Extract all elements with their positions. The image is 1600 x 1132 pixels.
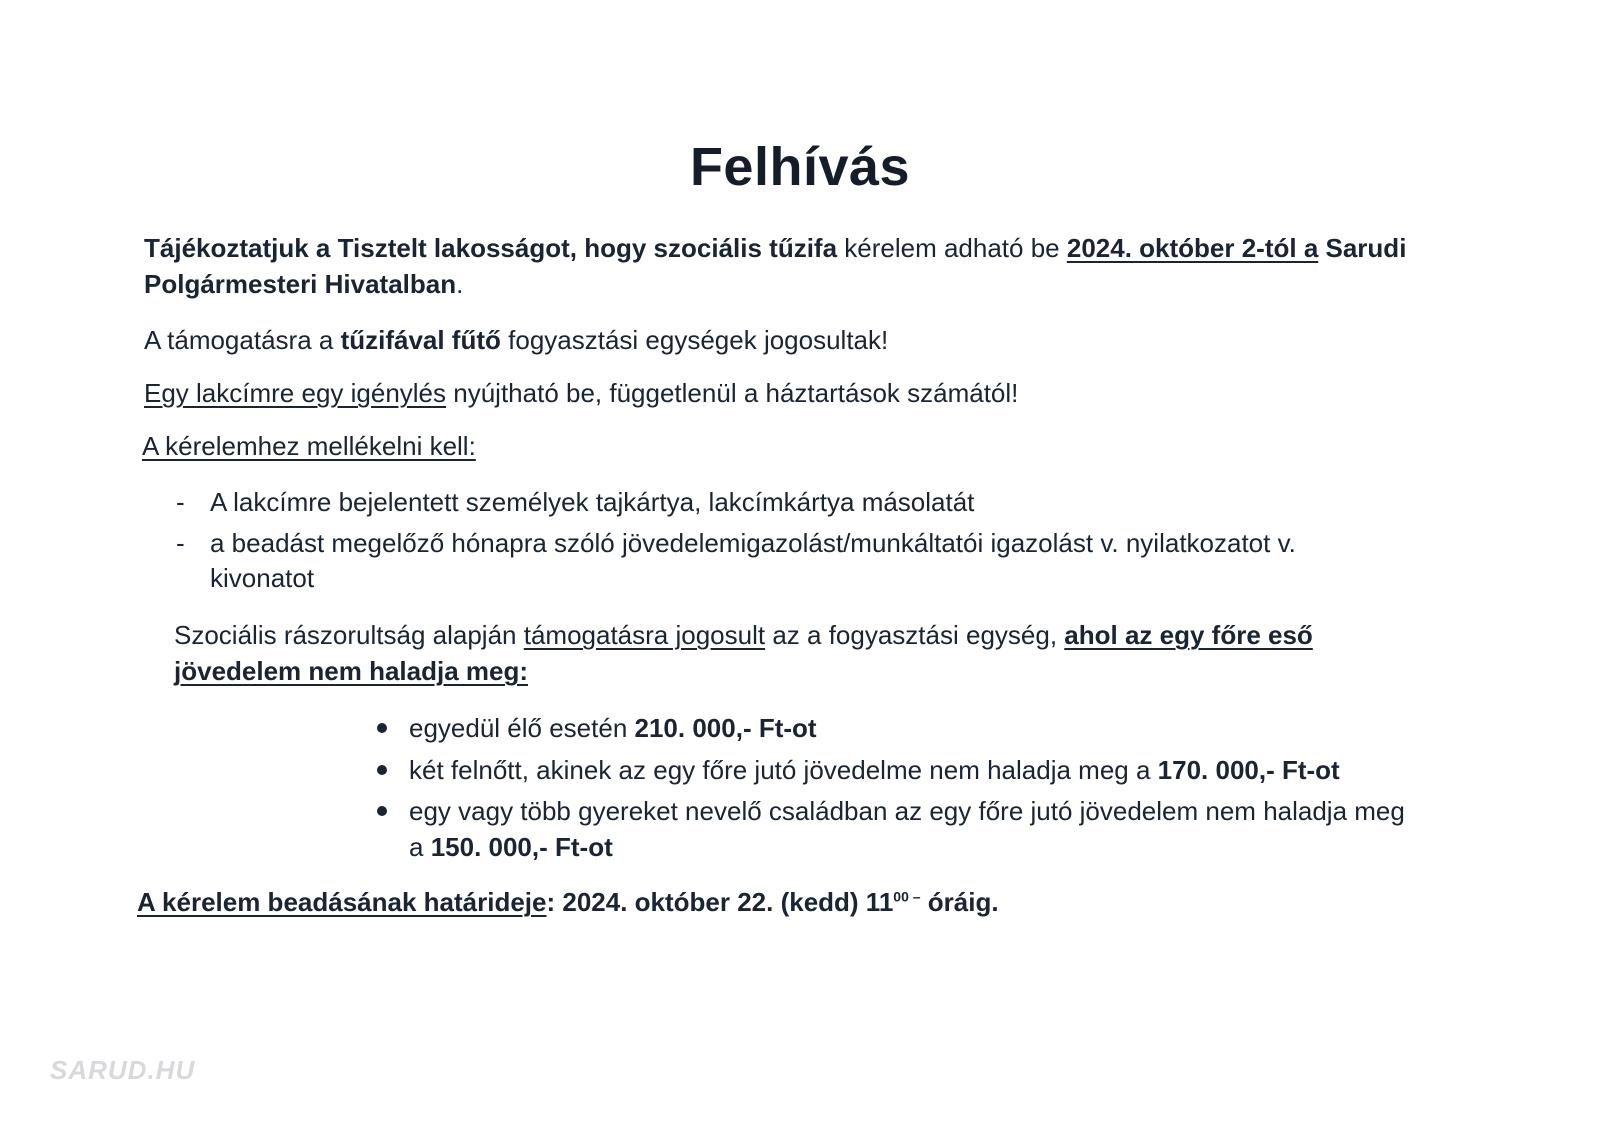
criteria-mid: az a fogyasztási egység, (765, 620, 1065, 650)
criteria-bold-1: ahol az egy főre eső (1064, 620, 1313, 650)
intro-bold: Tájékoztatjuk a Tisztelt lakosságot, hogy szociális tűzifa (144, 233, 838, 263)
intro-period: . (456, 269, 464, 299)
eligibility-post: fogyasztási egységek jogosultak! (500, 325, 889, 355)
deadline-sup: 00 – (893, 888, 921, 905)
intro-office: Polgármesteri Hivatalban (144, 269, 457, 299)
attachment-item-1: A lakcímre bejelentett személyek tajkártya, lakcímkártya másolatát (210, 487, 975, 517)
criteria-line-2: jövedelem nem haladja meg: (174, 656, 529, 686)
intro-line-2 (144, 266, 463, 302)
limit-2-amount: 170. 000,- Ft-ot (1157, 755, 1340, 785)
limit-item-1 (409, 710, 817, 746)
bullet-icon (377, 806, 387, 816)
deadline-date: : 2024. október 22. (kedd) 11 (546, 887, 894, 917)
criteria-line-1 (174, 617, 1313, 653)
one-per-address-line (144, 375, 1018, 411)
attachments-heading: A kérelemhez mellékelni kell: (142, 431, 476, 461)
criteria-pre: Szociális rászorultság alapján (174, 620, 524, 650)
limit-1-amount: 210. 000,- Ft-ot (634, 713, 817, 743)
limit-item-3-line-2 (409, 829, 613, 865)
eligibility-pre: A támogatásra a (144, 325, 341, 355)
intro-text: kérelem adható be (837, 233, 1067, 263)
limit-item-2 (409, 752, 1340, 788)
limit-1-text: egyedül élő esetén (409, 713, 635, 743)
eligibility-line (144, 322, 888, 358)
attachment-item-2-line-2: kivonatot (210, 563, 315, 593)
list-dash: - (176, 528, 185, 558)
eligibility-bold: tűzifával fűtő (340, 325, 501, 355)
page-title: Felhívás (689, 137, 911, 197)
deadline-label: A kérelem beadásának határideje (137, 887, 547, 917)
bullet-icon (377, 723, 387, 733)
deadline-line (137, 884, 999, 920)
watermark: SARUD.HU (50, 1055, 196, 1085)
one-per-address-rest: nyújtható be, függetlenül a háztartások számától! (446, 378, 1019, 408)
limit-2-text: két felnőtt, akinek az egy főre jutó jövedelme nem haladja meg a (409, 755, 1158, 785)
intro-line-1 (144, 230, 1406, 266)
attachment-item-2-line-1: a beadást megelőző hónapra szóló jövedelemigazolást/munkáltatói igazolást v. nyilatkozatot v. (210, 528, 1296, 558)
bullet-icon (377, 765, 387, 775)
intro-date: 2024. október 2-tól a (1066, 233, 1319, 263)
intro-place: Sarudi (1318, 233, 1407, 263)
limit-item-3-line-1: egy vagy több gyereket nevelő családban az egy főre jutó jövedelem nem haladja meg (409, 796, 1405, 826)
limit-3-amount: 150. 000,- Ft-ot (430, 832, 613, 862)
one-per-address-underlined: Egy lakcímre egy igénylés (144, 378, 447, 408)
limit-3-pre: a (409, 832, 431, 862)
criteria-underlined: támogatásra jogosult (523, 620, 766, 650)
list-dash: - (176, 487, 185, 517)
deadline-end: óráig. (920, 887, 999, 917)
